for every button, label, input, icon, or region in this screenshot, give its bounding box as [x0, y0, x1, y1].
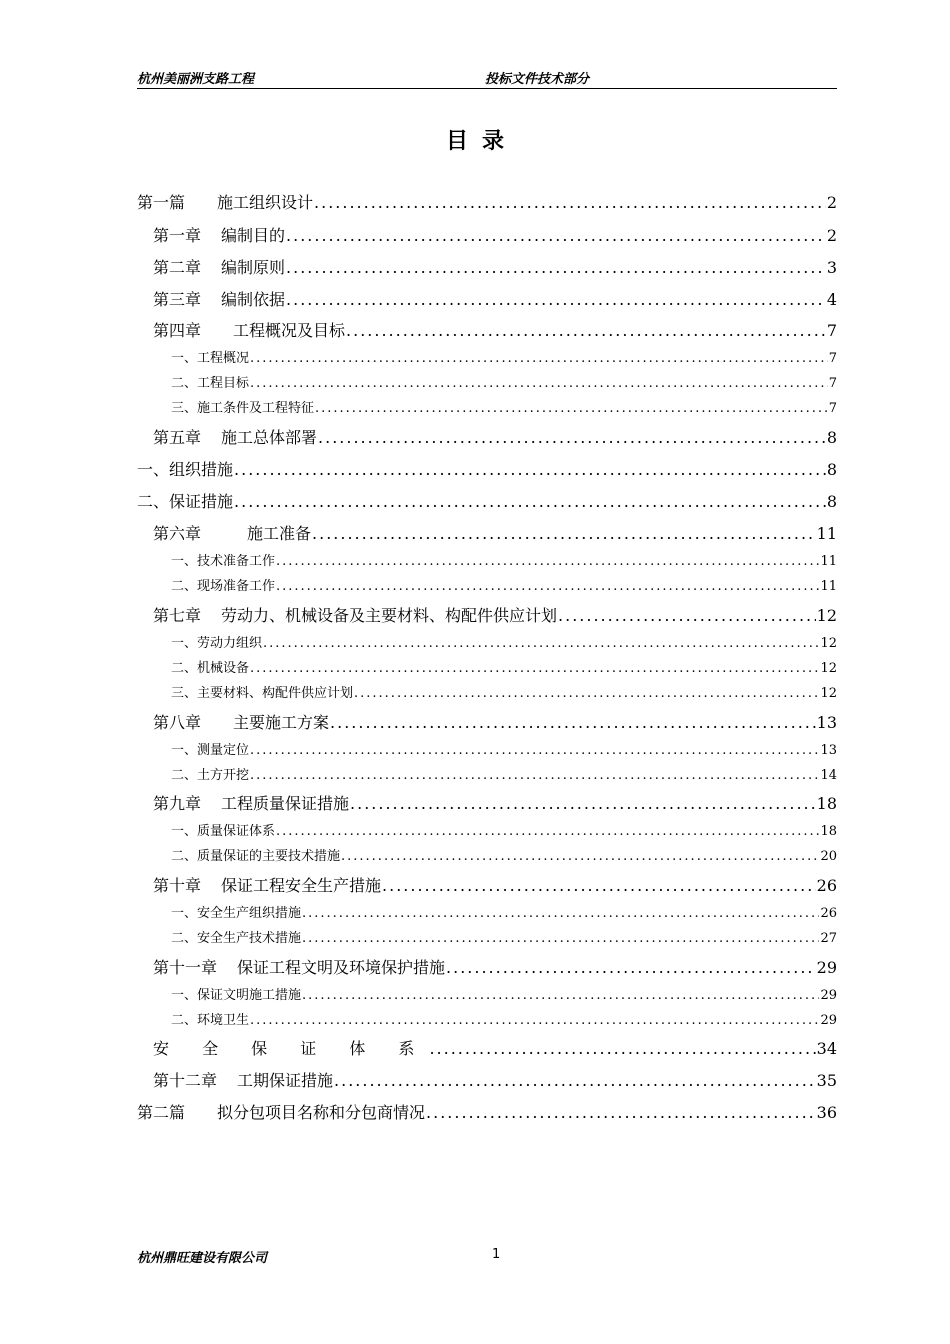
toc-title: 目录 [445, 129, 518, 154]
toc-entry[interactable] [153, 287, 837, 310]
toc-entry-page: 7 [828, 401, 837, 416]
toc-dot-leader [250, 661, 819, 676]
toc-entry-title: 工期保证措施 [237, 1071, 334, 1090]
toc-entry-title: 二、土方开挖 [171, 768, 250, 783]
toc-entry[interactable] [153, 1068, 837, 1091]
toc-entry-number: 第一章 [153, 226, 202, 245]
toc-entry[interactable] [153, 1036, 837, 1059]
toc-entry-page: 35 [816, 1071, 837, 1090]
toc-entry-title: 二、机械设备 [171, 661, 250, 676]
toc-dot-leader [318, 428, 826, 447]
toc-entry[interactable] [153, 603, 837, 626]
toc-dot-leader [250, 376, 828, 391]
toc-dot-leader [315, 401, 828, 416]
toc-entry-page: 7 [828, 376, 837, 391]
toc-entry-title: 三、施工条件及工程特征 [171, 401, 315, 416]
toc-entry-title: 二、质量保证的主要技术措施 [171, 849, 341, 864]
toc-entry[interactable] [153, 318, 837, 341]
toc-dot-leader [446, 958, 816, 977]
toc-dot-leader [234, 460, 826, 479]
toc-entry[interactable] [171, 764, 837, 783]
toc-entry-number: 第八章 [153, 713, 202, 732]
toc-entry-page: 14 [820, 768, 837, 783]
toc-entry[interactable] [171, 657, 837, 676]
toc-dot-leader [276, 554, 819, 569]
toc-entry-title: 保证工程文明及环境保护措施 [237, 958, 446, 977]
toc-dot-leader [346, 321, 826, 340]
toc-entry[interactable] [171, 575, 837, 594]
toc-entry-title: 劳动力、机械设备及主要材料、构配件供应计划 [221, 606, 558, 625]
toc-dot-leader [334, 1071, 816, 1090]
header-document-section: 投标文件技术部分 [485, 72, 590, 87]
toc-entry-title: 一、技术准备工作 [171, 554, 276, 569]
toc-entry-title: 一、安全生产组织措施 [171, 906, 302, 921]
toc-entry[interactable] [171, 739, 837, 758]
footer-page-number: 1 [492, 1247, 501, 1262]
toc-entry[interactable] [171, 397, 837, 416]
toc-dot-leader [276, 824, 819, 839]
toc-entry-title: 二、工程目标 [171, 376, 250, 391]
toc-entry-number: 第二章 [153, 258, 202, 277]
toc-dot-leader [234, 492, 826, 511]
toc-entry[interactable] [171, 372, 837, 391]
toc-dot-leader [382, 876, 816, 895]
toc-entry[interactable] [171, 902, 837, 921]
toc-dot-leader [302, 906, 819, 921]
toc-entry-page: 11 [816, 524, 837, 543]
toc-entry-number: 第十一章 [153, 958, 218, 977]
toc-entry-page: 26 [816, 876, 837, 895]
toc-entry-page: 11 [820, 554, 837, 569]
toc-entry-number: 第四章 [153, 321, 202, 340]
toc-entry-title: 一、测量定位 [171, 743, 250, 758]
toc-dot-leader [286, 258, 826, 277]
toc-entry-page: 12 [820, 686, 837, 701]
toc-entry-page: 36 [816, 1103, 837, 1122]
toc-dot-leader [558, 606, 816, 625]
toc-entry-title: 一、保证文明施工措施 [171, 988, 302, 1003]
toc-entry[interactable] [171, 1009, 837, 1028]
toc-entry[interactable] [153, 955, 837, 978]
toc-entry-page: 18 [816, 794, 837, 813]
toc-entry-title: 编制目的 [221, 226, 286, 245]
toc-entry[interactable] [137, 1100, 837, 1123]
toc-entry[interactable] [153, 255, 837, 278]
toc-dot-leader [286, 290, 826, 309]
toc-entry-title: 一、劳动力组织 [171, 636, 263, 651]
toc-entry[interactable] [153, 710, 837, 733]
toc-dot-leader [312, 524, 816, 543]
toc-dot-leader [302, 931, 819, 946]
page-header [137, 64, 837, 89]
toc-dot-leader [250, 743, 819, 758]
toc-entry-title: 三、主要材料、构配件供应计划 [171, 686, 354, 701]
toc-entry-page: 18 [820, 824, 837, 839]
toc-entry-page: 27 [820, 931, 837, 946]
toc-entry-title: 二、安全生产技术措施 [171, 931, 302, 946]
toc-entry-number: 第六章 [153, 524, 202, 543]
footer-company: 杭州鼎旺建设有限公司 [137, 1251, 268, 1266]
toc-entry-page: 3 [826, 258, 837, 277]
toc-entry-page: 12 [820, 661, 837, 676]
toc-dot-leader [263, 636, 819, 651]
toc-entry-number: 第五章 [153, 428, 202, 447]
toc-entry-title: 工程概况及目标 [233, 321, 346, 340]
toc-entry-page: 34 [816, 1039, 837, 1058]
toc-entry-title: 安 全 保 证 体 系 [153, 1039, 429, 1058]
toc-entry[interactable] [137, 190, 837, 213]
toc-entry-title: 二、保证措施 [137, 492, 234, 511]
toc-dot-leader [429, 1039, 815, 1058]
toc-entry[interactable] [171, 845, 837, 864]
toc-entry-title: 一、工程概况 [171, 351, 250, 366]
toc-entry-number: 第一篇 [137, 193, 186, 212]
toc-entry-title: 二、环境卫生 [171, 1013, 250, 1028]
toc-entry-title: 施工总体部署 [221, 428, 318, 447]
toc-entry-page: 11 [820, 579, 837, 594]
toc-entry-title: 一、质量保证体系 [171, 824, 276, 839]
toc-entry-page: 4 [826, 290, 837, 309]
toc-entry-title: 编制依据 [221, 290, 286, 309]
toc-entry[interactable] [153, 521, 837, 544]
toc-entry-title: 施工准备 [247, 524, 312, 543]
toc-entry[interactable] [153, 223, 837, 246]
toc-entry-page: 7 [826, 321, 837, 340]
toc-entry-title: 主要施工方案 [233, 713, 330, 732]
toc-dot-leader [276, 579, 819, 594]
toc-entry[interactable] [137, 489, 837, 512]
toc-entry-title: 二、现场准备工作 [171, 579, 276, 594]
toc-entry-page: 2 [826, 193, 837, 212]
toc-entry-number: 第十章 [153, 876, 202, 895]
header-project-name: 杭州美丽洲支路工程 [137, 72, 255, 87]
toc-entry-page: 29 [820, 1013, 837, 1028]
toc-dot-leader [330, 713, 816, 732]
toc-entry-page: 8 [826, 428, 837, 447]
toc-entry[interactable] [137, 457, 837, 480]
toc-entry[interactable] [153, 873, 837, 896]
toc-dot-leader [341, 849, 819, 864]
toc-dot-leader [250, 351, 828, 366]
toc-entry-title: 拟分包项目名称和分包商情况 [217, 1103, 426, 1122]
toc-entry-page: 7 [828, 351, 837, 366]
toc-entry-page: 29 [816, 958, 837, 977]
toc-dot-leader [354, 686, 819, 701]
toc-dot-leader [302, 988, 819, 1003]
toc-entry-number: 第二篇 [137, 1103, 186, 1122]
toc-entry[interactable] [153, 425, 837, 448]
toc-entry-title: 编制原则 [221, 258, 286, 277]
toc-entry-number: 第十二章 [153, 1071, 218, 1090]
toc-entry-page: 29 [820, 988, 837, 1003]
toc-dot-leader [426, 1103, 816, 1122]
toc-dot-leader [286, 226, 826, 245]
toc-entry[interactable] [171, 984, 837, 1003]
toc-entry[interactable] [171, 550, 837, 569]
toc-entry-title: 工程质量保证措施 [221, 794, 350, 813]
toc-entry[interactable] [171, 682, 837, 701]
toc-dot-leader [350, 794, 816, 813]
toc-entry-title: 一、组织措施 [137, 460, 234, 479]
toc-entry[interactable] [153, 791, 837, 814]
toc-entry-page: 8 [826, 492, 837, 511]
toc-entry-page: 13 [816, 713, 837, 732]
toc-entry-page: 20 [820, 849, 837, 864]
toc-entry-number: 第七章 [153, 606, 202, 625]
toc-entry-number: 第九章 [153, 794, 202, 813]
toc-entry[interactable] [171, 927, 837, 946]
toc-entry-page: 13 [820, 743, 837, 758]
toc-entry-page: 2 [826, 226, 837, 245]
toc-entry-page: 8 [826, 460, 837, 479]
toc-entry[interactable] [171, 632, 837, 651]
toc-entry[interactable] [171, 820, 837, 839]
toc-entry-title: 保证工程安全生产措施 [221, 876, 382, 895]
toc-entry-page: 12 [816, 606, 837, 625]
toc-entry[interactable] [171, 347, 837, 366]
toc-dot-leader [250, 768, 819, 783]
toc-entry-number: 第三章 [153, 290, 202, 309]
toc-entry-page: 26 [820, 906, 837, 921]
toc-entry-page: 12 [820, 636, 837, 651]
toc-dot-leader [314, 193, 826, 212]
toc-dot-leader [250, 1013, 819, 1028]
toc-entry-title: 施工组织设计 [217, 193, 314, 212]
